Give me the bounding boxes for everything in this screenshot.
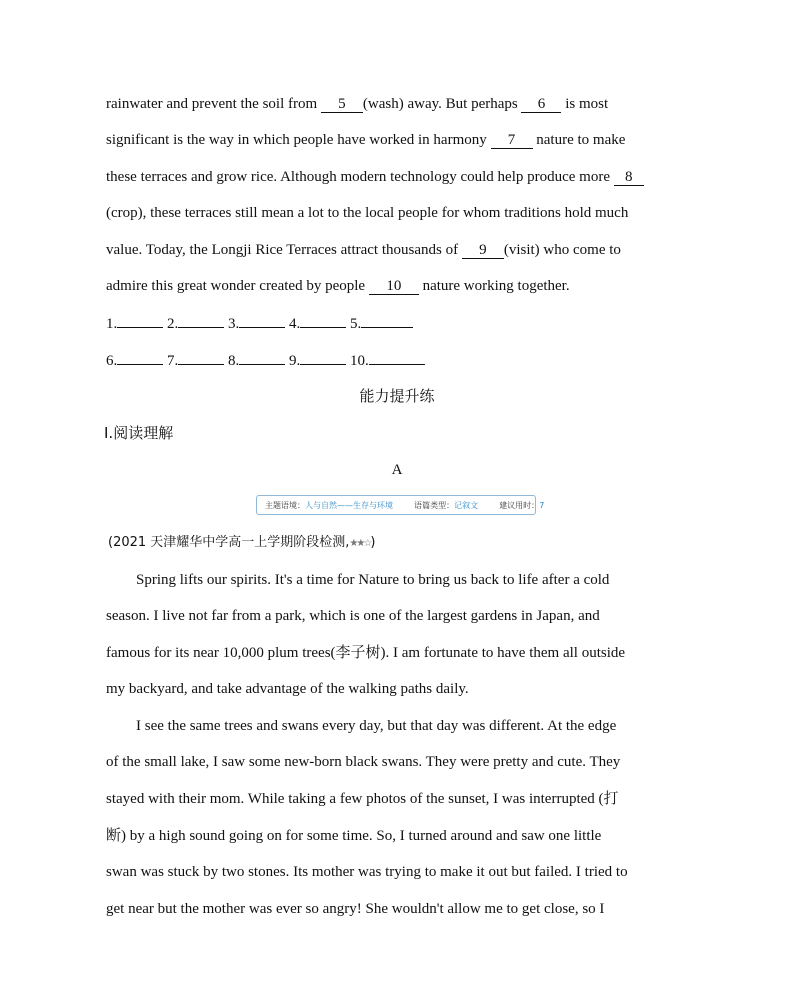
passage-line: my backyard, and take advantage of the walking paths daily. <box>106 681 469 697</box>
text: (wash) away. But perhaps <box>362 96 522 112</box>
text: (crop), these terraces still mean a lot to the local people for whom traditions hold much <box>106 205 629 221</box>
answer-number: 8. <box>228 353 240 369</box>
info-bar <box>256 495 545 515</box>
text: is most <box>561 96 609 112</box>
passage-line: stayed with their mom. While taking a few photos of the sunset, I was interrupted (打 <box>106 791 619 807</box>
text: (visit) who come to <box>503 242 621 258</box>
answer-blank[interactable] <box>117 350 163 365</box>
difficulty-stars-icon: ★★☆ <box>349 538 371 549</box>
blank-9: 9 <box>462 242 504 259</box>
blank-5: 5 <box>321 96 363 113</box>
passage-line: 断) by a high sound going on for some time. So, I turned around and saw one little <box>106 828 602 844</box>
source-text: (2021 天津耀华中学高一上学期阶段检测, <box>108 535 350 550</box>
answer-number: 9. <box>289 353 301 369</box>
answer-number: 1. <box>106 316 118 332</box>
passage-line: I see the same trees and swans every day, but that day was different. At the edge <box>136 718 617 734</box>
answer-blank[interactable] <box>239 350 285 365</box>
cloze-line-2 <box>106 130 625 150</box>
answer-number: 10. <box>350 353 369 369</box>
blank-8: 8 <box>614 169 644 186</box>
answer-number: 4. <box>289 316 301 332</box>
theme-value: 人与自然——生存与环境 <box>305 501 393 510</box>
blank-7: 7 <box>491 132 533 149</box>
type-value: 记叙文 <box>454 501 479 510</box>
cloze-line-5 <box>106 240 621 260</box>
theme-label: 主题语境： <box>265 501 305 510</box>
answer-blank[interactable] <box>369 350 425 365</box>
answer-blank[interactable] <box>300 313 346 328</box>
part-title: Ⅰ.阅读理解 <box>104 424 174 442</box>
answer-blank[interactable] <box>178 350 224 365</box>
text: significant is the way in which people have worked in harmony <box>106 132 491 148</box>
answer-blank[interactable] <box>239 313 285 328</box>
answer-blank[interactable] <box>117 313 163 328</box>
answer-number: 2. <box>167 316 179 332</box>
cloze-line-3 <box>106 167 644 187</box>
source-line <box>108 533 375 554</box>
answer-number: 7. <box>167 353 179 369</box>
answer-line-2 <box>106 350 425 371</box>
section-title: 能力提升练 <box>359 387 435 405</box>
answer-blank[interactable] <box>178 313 224 328</box>
answer-blank[interactable] <box>361 313 413 328</box>
type-label: 语篇类型： <box>414 501 455 510</box>
passage-line: season. I live not far from a park, which is one of the largest gardens in Japan, and <box>106 608 600 624</box>
time-label: 建议用时： <box>499 501 540 510</box>
passage-label: A <box>391 462 403 478</box>
cloze-line-6 <box>106 276 570 296</box>
cloze-line-4 <box>106 203 628 223</box>
text: value. Today, the Longji Rice Terraces attract thousands of <box>106 242 462 258</box>
source-close: ) <box>370 535 376 550</box>
answer-number: 3. <box>228 316 240 332</box>
answer-number: 6. <box>106 353 118 369</box>
text: these terraces and grow rice. Although modern technology could help produce more <box>106 169 614 185</box>
cloze-line-1 <box>106 94 608 114</box>
answer-line-1 <box>106 313 413 334</box>
passage-line: famous for its near 10,000 plum trees(李子树). I am fortunate to have them all outside <box>106 645 626 661</box>
passage-line: swan was stuck by two stones. Its mother was trying to make it out but failed. I tried to <box>106 864 628 880</box>
passage-line: of the small lake, I saw some new-born black swans. They were pretty and cute. They <box>106 754 621 770</box>
time-value: 7 <box>539 501 545 510</box>
blank-6: 6 <box>521 96 561 113</box>
passage-line: Spring lifts our spirits. It's a time for Nature to bring us back to life after a cold <box>136 572 610 588</box>
answer-number: 5. <box>350 316 362 332</box>
blank-10: 10 <box>369 278 419 295</box>
passage-line: get near but the mother was ever so angry! She wouldn't allow me to get close, so I <box>106 901 605 917</box>
text: admire this great wonder created by people <box>106 278 369 294</box>
text: nature to make <box>532 132 626 148</box>
text: nature working together. <box>418 278 570 294</box>
text: rainwater and prevent the soil from <box>106 96 321 112</box>
answer-blank[interactable] <box>300 350 346 365</box>
